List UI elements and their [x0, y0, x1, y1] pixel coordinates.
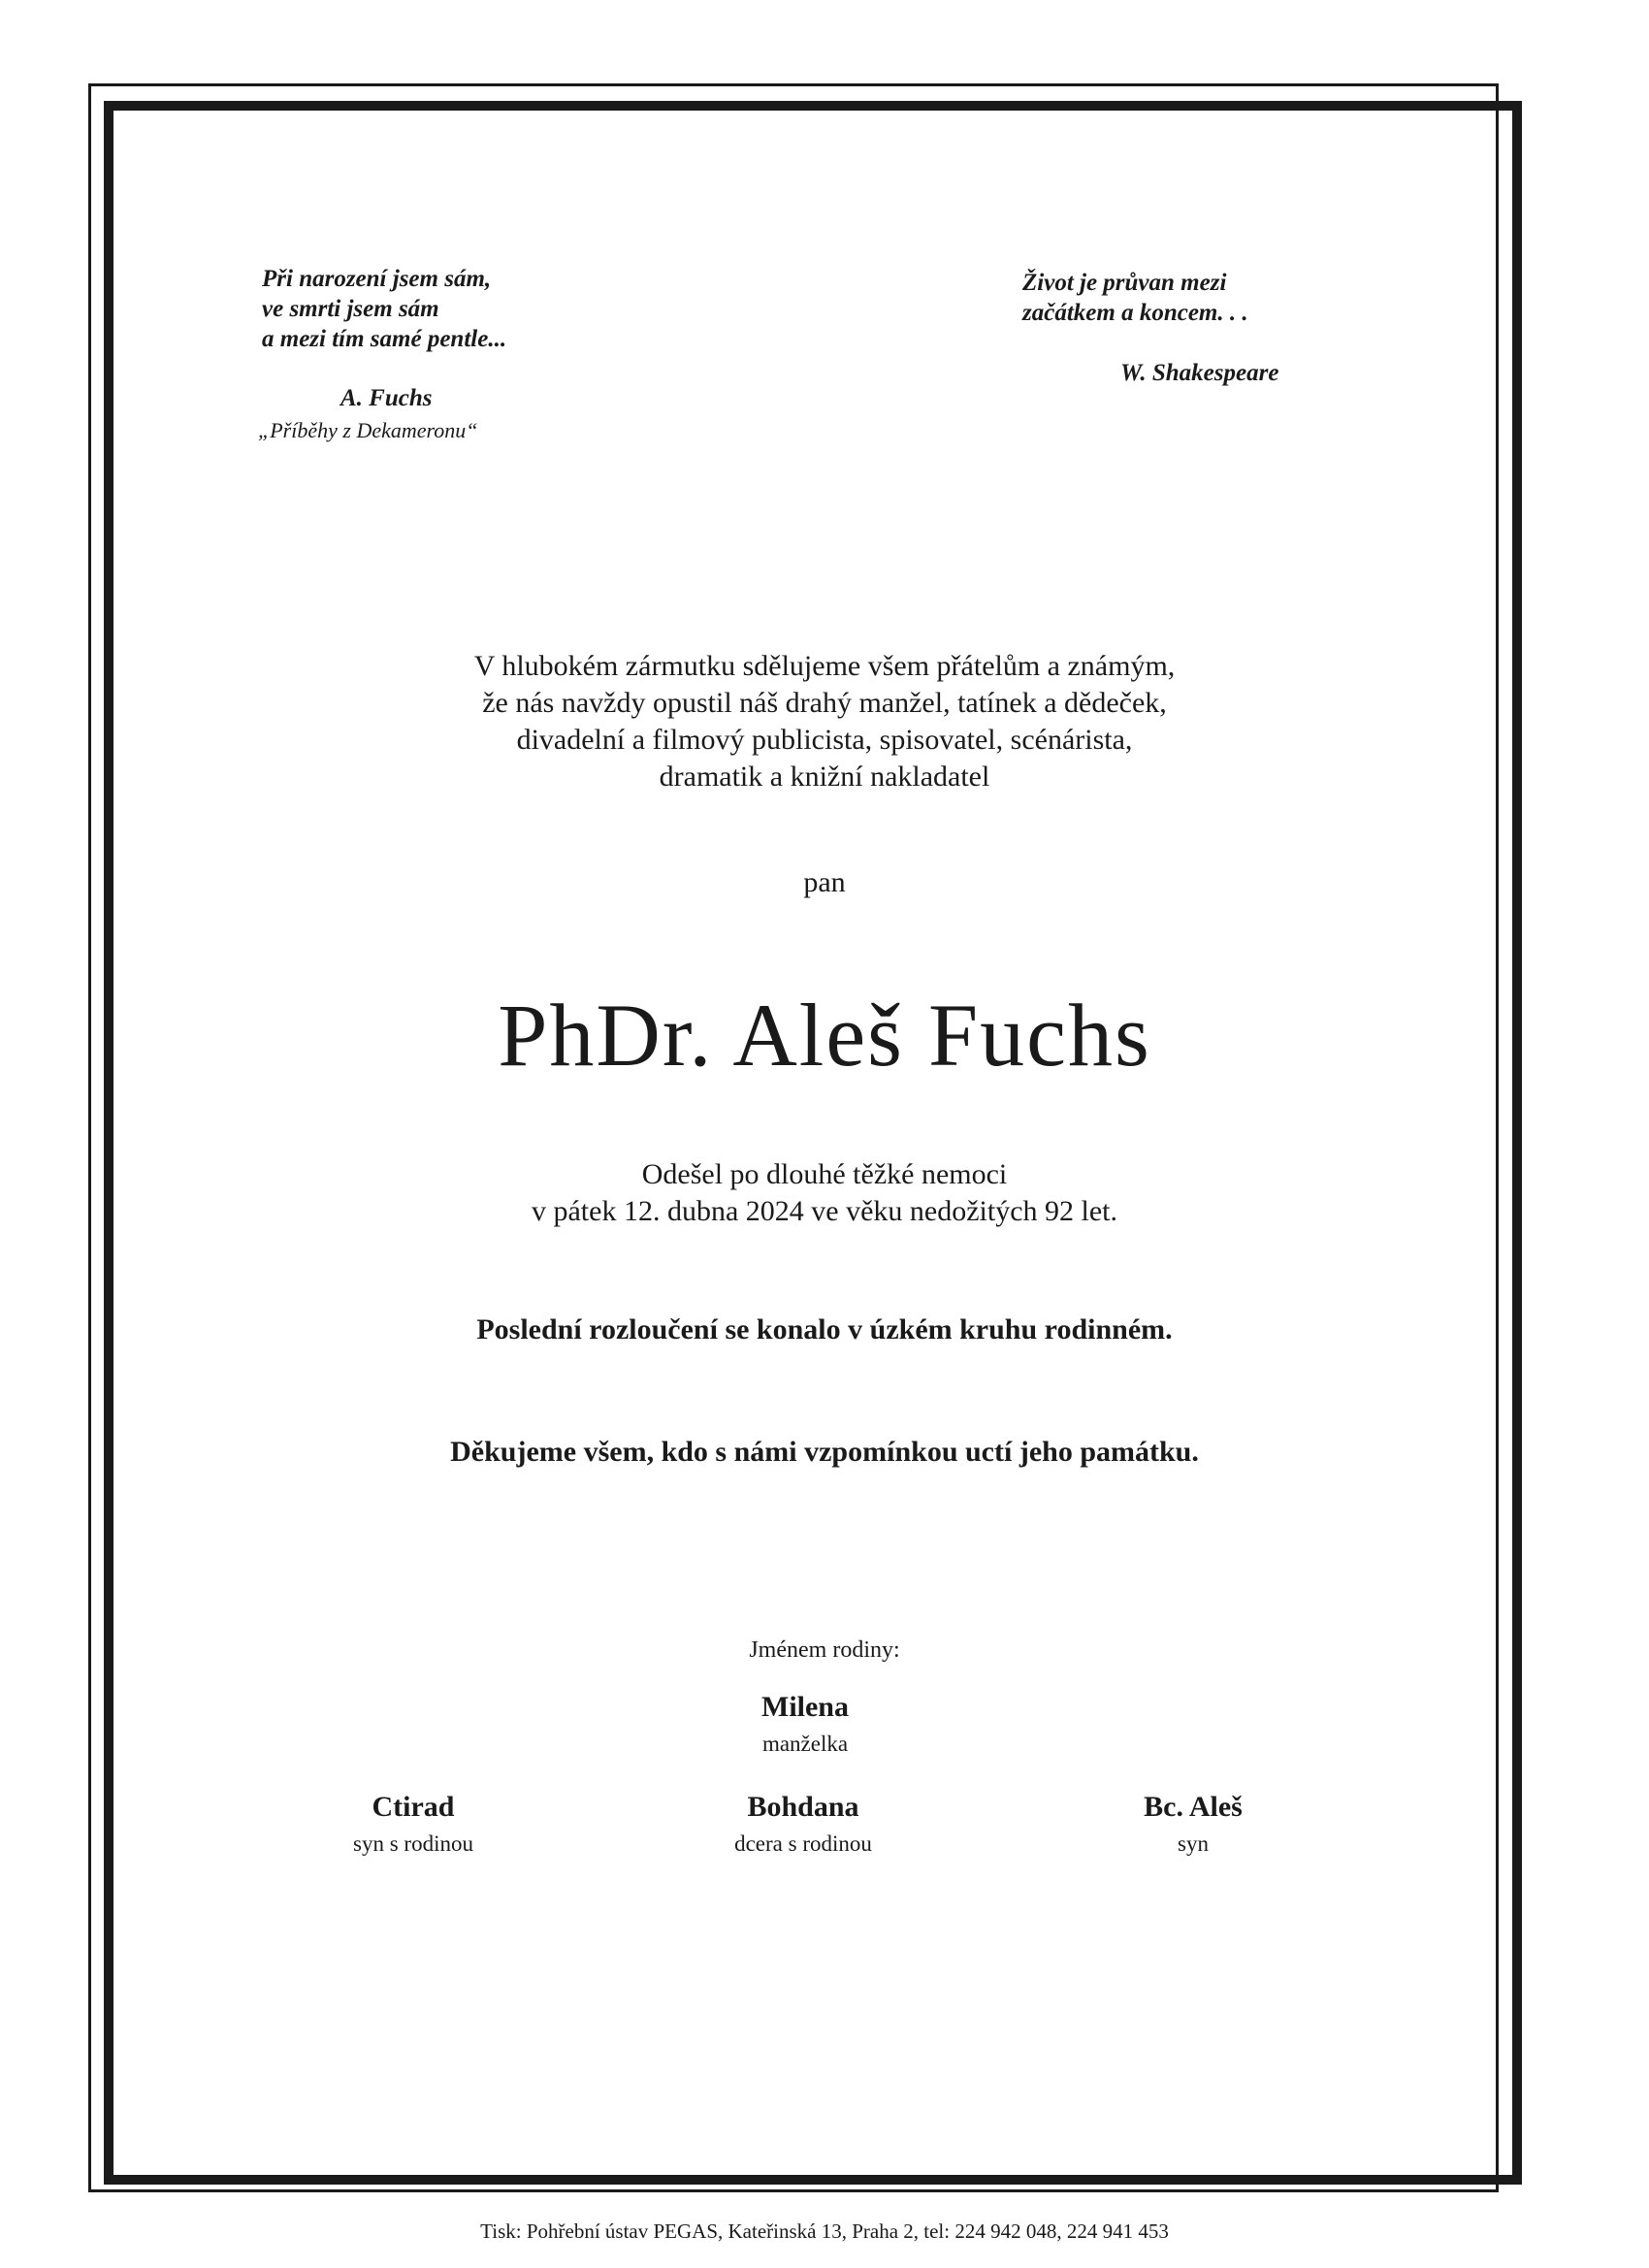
- thanks-note: Děkujeme všem, kdo s námi vzpomínkou uctí jeho památku.: [450, 1436, 1199, 1468]
- family-member-name: Bohdana: [747, 1791, 859, 1823]
- honorific: pan: [803, 866, 846, 898]
- family-member-name: Bc. Aleš: [1144, 1791, 1243, 1823]
- intro-line: že nás navždy opustil náš drahý manžel, tatínek a dědeček,: [482, 687, 1167, 719]
- printer-footer: Tisk: Pohřební ústav PEGAS, Kateřinská 13, Praha 2, tel: 224 942 048, 224 941 453: [480, 2219, 1169, 2243]
- death-line: Odešel po dlouhé těžké nemoci: [641, 1158, 1008, 1190]
- quote-right: [1022, 268, 1248, 328]
- quote-right-author: W. Shakespeare: [1120, 360, 1279, 386]
- quote-right-line: Život je průvan mezi: [1022, 270, 1227, 296]
- quote-left-source: „Příběhy z Dekameronu“: [258, 418, 478, 442]
- intro-line: dramatik a knižní nakladatel: [659, 761, 990, 793]
- quote-right-line: začátkem a koncem. . .: [1022, 300, 1248, 326]
- quote-left-line: ve smrti jsem sám: [262, 296, 439, 322]
- family-member: [219, 1791, 607, 1857]
- death-line: v pátek 12. dubna 2024 ve věku nedožitých 92 let.: [531, 1195, 1117, 1227]
- intro-line: divadelní a filmový publicista, spisovatel, scénárista,: [516, 724, 1133, 756]
- quote-left-line: Při narození jsem sám,: [262, 266, 492, 292]
- family-member-role: dcera s rodinou: [734, 1831, 872, 1856]
- intro-line: V hlubokém zármutku sdělujeme všem přátelům a známým,: [473, 650, 1176, 682]
- quote-left-author: A. Fuchs: [340, 385, 433, 411]
- family-member: [609, 1791, 997, 1857]
- family-member-name: Milena: [761, 1691, 849, 1723]
- farewell-note: Poslední rozloučení se konalo v úzkém kruhu rodinném.: [476, 1313, 1173, 1345]
- family-member-role: manželka: [761, 1732, 849, 1756]
- death-notice: [0, 1156, 1649, 1230]
- family-member-role: syn s rodinou: [353, 1831, 473, 1856]
- quote-left-line: a mezi tím samé pentle...: [262, 326, 507, 352]
- family-member-name: Ctirad: [372, 1791, 455, 1823]
- inner-border-frame: [104, 101, 1522, 2185]
- intro-text: [0, 648, 1649, 795]
- family-member-role: syn: [1178, 1831, 1209, 1856]
- quote-left: [262, 264, 506, 354]
- deceased-name: PhDr. Aleš Fuchs: [498, 986, 1151, 1085]
- family-label: Jménem rodiny:: [749, 1637, 900, 1663]
- family-member-wife: [611, 1691, 999, 1757]
- family-member: [999, 1791, 1387, 1857]
